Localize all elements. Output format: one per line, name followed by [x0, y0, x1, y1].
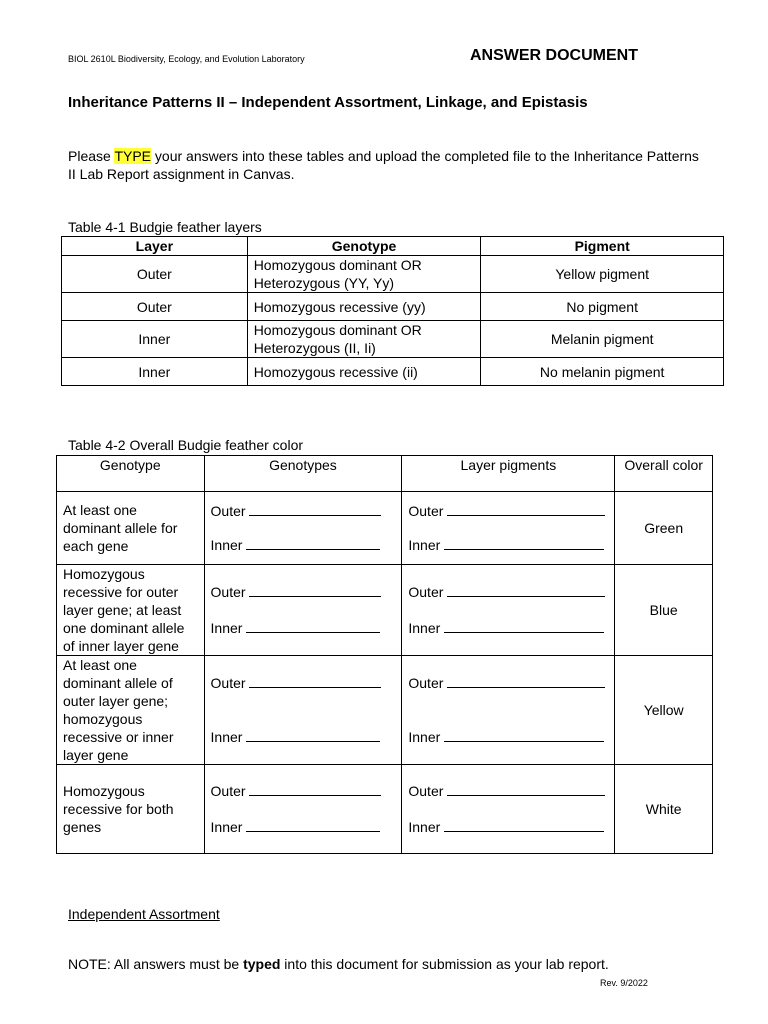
feather-layers-table	[61, 236, 724, 386]
genotype-description: Homozygous recessive for both genes	[57, 765, 205, 854]
outer-label: Outer	[210, 503, 246, 519]
pigment-cell: No melanin pigment	[481, 358, 724, 386]
outer-label: Outer	[408, 783, 444, 799]
outer-label: Outer	[408, 503, 444, 519]
inner-label: Inner	[408, 819, 441, 835]
answer-line[interactable]	[246, 619, 380, 633]
genotype-cell: Homozygous recessive (ii)	[247, 358, 481, 386]
answer-line[interactable]	[249, 502, 381, 516]
layer-cell: Inner	[62, 321, 248, 358]
overall-color-cell: Blue	[615, 565, 713, 656]
column-header: Overall color	[615, 456, 713, 492]
pigments-answer-cell	[402, 565, 615, 656]
genotypes-answer-cell	[204, 656, 402, 765]
outer-answer-blank[interactable]	[408, 583, 608, 601]
inner-answer-blank[interactable]	[211, 536, 396, 554]
outer-label: Outer	[210, 783, 246, 799]
layer-cell: Inner	[62, 358, 248, 386]
genotype-description: Homozygous recessive for outer layer gene; at least one dominant allele of inner layer gene	[57, 565, 205, 656]
answer-line[interactable]	[444, 728, 604, 742]
answer-line[interactable]	[447, 583, 605, 597]
revision-label: Rev. 9/2022	[600, 978, 648, 988]
outer-label: Outer	[408, 675, 444, 691]
instructions-post: your answers into these tables and upload the completed file to the Inheritance Patterns II Lab Report assignment in Canvas.	[68, 148, 699, 182]
column-header: Layer	[62, 237, 248, 256]
genotypes-answer-cell	[204, 565, 402, 656]
outer-answer-blank[interactable]	[211, 782, 396, 800]
column-header: Genotype	[57, 456, 205, 492]
answer-line[interactable]	[447, 674, 605, 688]
table-row	[62, 293, 724, 321]
inner-answer-blank[interactable]	[408, 536, 608, 554]
answer-line[interactable]	[444, 536, 604, 550]
course-title: BIOL 2610L Biodiversity, Ecology, and Evolution Laboratory	[68, 54, 305, 64]
outer-answer-blank[interactable]	[408, 782, 608, 800]
answer-line[interactable]	[444, 619, 604, 633]
inner-answer-blank[interactable]	[211, 728, 396, 746]
inner-label: Inner	[210, 819, 243, 835]
instructions	[68, 147, 708, 183]
inner-answer-blank[interactable]	[211, 619, 396, 637]
answer-line[interactable]	[447, 782, 605, 796]
genotype-cell: Homozygous dominant OR Heterozygous (II, Ii)	[247, 321, 481, 358]
pigments-answer-cell	[402, 765, 615, 854]
table-row	[57, 565, 713, 656]
note-post: into this document for submission as your lab report.	[280, 956, 609, 972]
genotypes-answer-cell	[204, 492, 402, 565]
genotype-cell: Homozygous recessive (yy)	[247, 293, 481, 321]
note-bold: typed	[243, 956, 281, 972]
answer-line[interactable]	[246, 818, 380, 832]
answer-line[interactable]	[249, 583, 381, 597]
pigments-answer-cell	[402, 656, 615, 765]
table-row	[57, 492, 713, 565]
overall-color-cell: Yellow	[615, 656, 713, 765]
answer-line[interactable]	[447, 502, 605, 516]
instructions-highlight: TYPE	[114, 148, 152, 164]
answer-line[interactable]	[249, 782, 381, 796]
outer-label: Outer	[210, 584, 246, 600]
outer-answer-blank[interactable]	[408, 674, 608, 692]
pigment-cell: No pigment	[481, 293, 724, 321]
outer-answer-blank[interactable]	[211, 674, 396, 692]
inner-answer-blank[interactable]	[408, 728, 608, 746]
table2-caption: Table 4-2 Overall Budgie feather color	[68, 437, 304, 453]
inner-label: Inner	[408, 537, 441, 553]
answer-line[interactable]	[246, 536, 380, 550]
table-row	[62, 256, 724, 293]
pigments-answer-cell	[402, 492, 615, 565]
genotype-cell: Homozygous dominant OR Heterozygous (YY, Yy)	[247, 256, 481, 293]
inner-label: Inner	[408, 620, 441, 636]
table-header-row	[57, 456, 713, 492]
inner-answer-blank[interactable]	[408, 619, 608, 637]
table-row	[57, 656, 713, 765]
answer-line[interactable]	[249, 674, 381, 688]
pigment-cell: Melanin pigment	[481, 321, 724, 358]
table1-caption: Table 4-1 Budgie feather layers	[68, 219, 262, 235]
outer-label: Outer	[210, 675, 246, 691]
overall-color-cell: Green	[615, 492, 713, 565]
submission-note	[68, 956, 609, 972]
overall-color-cell: White	[615, 765, 713, 854]
answer-line[interactable]	[444, 818, 604, 832]
table-header-row	[62, 237, 724, 256]
section-heading: Independent Assortment	[68, 906, 220, 922]
column-header: Genotypes	[204, 456, 402, 492]
genotype-description: At least one dominant allele of outer layer gene; homozygous recessive or inner layer gene	[57, 656, 205, 765]
inner-answer-blank[interactable]	[408, 818, 608, 836]
inner-label: Inner	[210, 537, 243, 553]
column-header: Pigment	[481, 237, 724, 256]
column-header: Layer pigments	[402, 456, 615, 492]
inner-answer-blank[interactable]	[211, 818, 396, 836]
document-label: ANSWER DOCUMENT	[470, 47, 638, 64]
outer-answer-blank[interactable]	[211, 583, 396, 601]
column-header: Genotype	[247, 237, 481, 256]
table-row	[57, 765, 713, 854]
genotype-description: At least one dominant allele for each gene	[57, 492, 205, 565]
table-row	[62, 358, 724, 386]
feather-color-table	[56, 455, 713, 854]
note-pre: NOTE: All answers must be	[68, 956, 244, 972]
outer-label: Outer	[408, 584, 444, 600]
instructions-pre: Please	[68, 148, 115, 164]
outer-answer-blank[interactable]	[408, 502, 608, 520]
answer-line[interactable]	[246, 728, 380, 742]
outer-answer-blank[interactable]	[211, 502, 396, 520]
inner-label: Inner	[210, 729, 243, 745]
inner-label: Inner	[408, 729, 441, 745]
layer-cell: Outer	[62, 293, 248, 321]
genotypes-answer-cell	[204, 765, 402, 854]
inner-label: Inner	[210, 620, 243, 636]
page-title: Inheritance Patterns II – Independent Assortment, Linkage, and Epistasis	[68, 94, 588, 111]
table-row	[62, 321, 724, 358]
layer-cell: Outer	[62, 256, 248, 293]
pigment-cell: Yellow pigment	[481, 256, 724, 293]
